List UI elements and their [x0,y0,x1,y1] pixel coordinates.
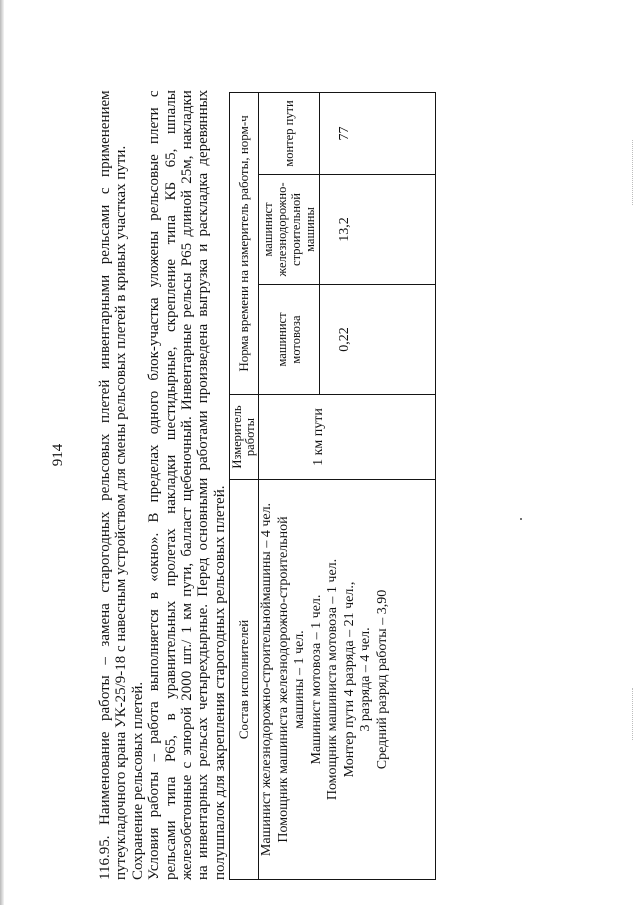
crew-line: Помощник машиниста мотовоза – 1 чел. [325,558,340,801]
norm-locomotive-driver: 0,22 [320,285,436,395]
text-line-content: на инвентарных рельсах четырехдырные. Перед основными работами произведена выгрузка и раскладка деревянных [195,89,212,880]
crew-line: машины – 1 чел. [292,630,307,729]
text-line [163,90,179,880]
crew-line: Машинист железнодорожно-строительноймашины – 4 чел. [259,502,274,857]
subheader-track-machine-driver: машинист железнодорожно-строительной машины [259,175,320,285]
header-work-unit: Измеритель работы [230,395,259,480]
text-line [212,90,228,880]
crew-line: 3 разряда – 4 чел. [358,627,373,732]
text-line [113,90,129,880]
subheader-track-worker: монтер пути [259,92,320,174]
text-line-content: полушпалок для закрепления старогодных рельсовых плетей. [211,485,228,880]
norm-track-worker: 77 [320,92,436,174]
crew-line: Машинист мотовоза – 1 чел. [308,594,324,765]
header-crew-composition: Состав исполнителей [230,480,259,880]
text-line [130,90,146,880]
crew-composition-cell [259,480,436,880]
crew-line: Помощник машиниста железнодорожно-строительной [275,516,291,843]
norm-track-machine-driver: 13,2 [320,175,436,285]
work-description [97,90,228,880]
crew-line: Монтер пути 4 разряда – 21 чел., [341,581,357,778]
text-line-content: Сохранение рельсовых плетей. [129,681,146,880]
text-line [195,90,211,880]
work-unit-cell: 1 км пути [259,395,436,480]
page-number: 914 [50,443,66,467]
table-subheader-row [259,92,320,879]
crew-line: Средний разряд работы – 3,90 [374,589,390,770]
time-norm-table [229,92,436,880]
text-line-content: железобетонные с эпюрой 2000 шт./ 1 км пути, балласт щебеночный. Инвентарные рельсы Р65 длиной 25м, накладки [178,90,195,880]
subheader-locomotive-driver: машинист мотовоза [259,285,320,395]
text-line-content: рельсами типа Р65, в уравнительных пролетах накладки шестидырные, скрепление типа КБ 65, шпалы [162,90,179,880]
text-line-content: Условия работы – работа выполняется в «окно». В пределах одного блок-участка уложены рельсовые плети с [146,90,163,880]
text-line [97,90,113,880]
table-header-row [230,92,259,879]
text-line [179,90,195,880]
text-line-content: путеукладочного крана УК-25/9-18 с навесным устройством для смены рельсовых плетей в кривых участках пути. [113,145,130,880]
text-line-content: 116.95. Наименование работы – замена старогодных рельсовых плетей инвентарными рельсами с применением [97,90,113,880]
text-line [146,90,162,880]
header-time-norm: Норма времени на измеритель работы, норм-ч [230,92,259,394]
